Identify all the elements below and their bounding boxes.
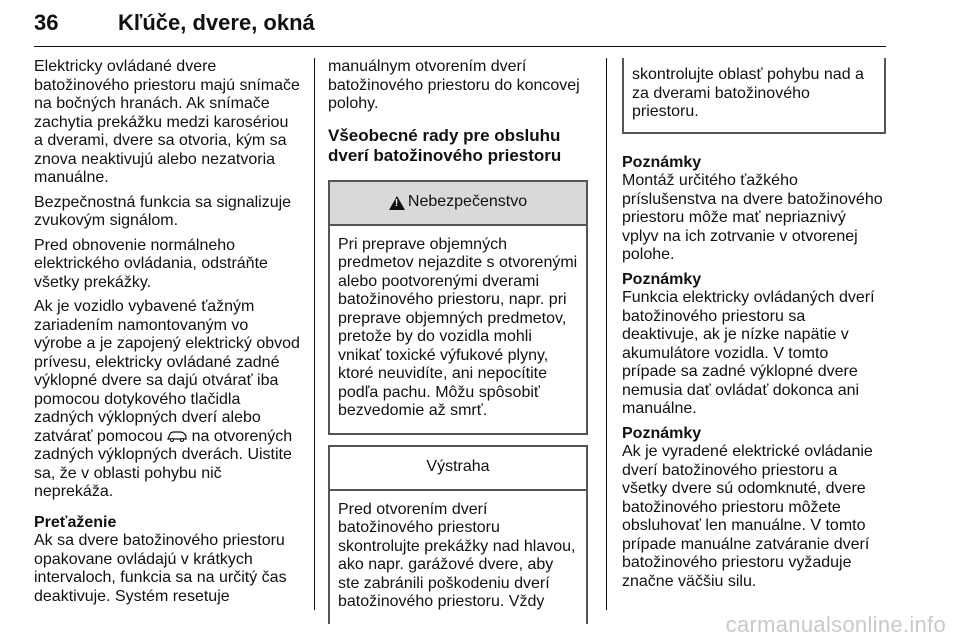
watermark: carmanualsonline.info	[725, 612, 946, 637]
paragraph-sensors: Elektricky ovládané dvere batožinového priestoru majú snímače na bočných hranách. Ak snímače zachytia prekážku medzi karosériou a dverami, dvere sa otvoria, kým sa znova neaktivujú alebo nezatvoria manuálne.	[34, 58, 300, 186]
warning-text: Pred otvorením dverí batožinového priestoru skontrolujte prekážky nad hlavou, ako napr. garážové dvere, aby ste zabránili poškodeniu dverí batožinového priestoru. Vždy	[338, 500, 576, 610]
tailgate-button-icon	[167, 430, 187, 442]
page-header	[34, 10, 886, 42]
note-2-title: Poznámky	[622, 270, 702, 288]
section-heading: Všeobecné rady pre obsluhu dverí batožinového priestoru	[328, 125, 562, 165]
warning-box-header	[330, 447, 586, 491]
header-rule	[34, 46, 886, 47]
warning-box-continued	[622, 58, 886, 134]
note-1-title: Poznámky	[622, 153, 702, 171]
danger-box	[328, 180, 588, 435]
chapter-title: Kľúče, dvere, okná	[118, 10, 315, 35]
note-3-title: Poznámky	[622, 424, 702, 442]
paragraph-obstacles: Pred obnovenie normálneho elektrického ovládania, odstráňte všetky prekážky.	[34, 236, 268, 291]
page-number: 36	[34, 10, 59, 35]
danger-title: Nebezpečenstvo	[407, 193, 528, 211]
column-2	[328, 58, 588, 624]
column-divider-1	[314, 58, 315, 610]
note-2-text: Funkcia elektricky ovládaných dverí batožinového priestoru sa deaktivuje, ak je nízke napätie v akumulátore vozidla. V tomto prípade sa zadné výklopné dvere nemusia dať ovládať dokonca ani manuálne.	[622, 289, 875, 417]
warning-continued-text: skontrolujte oblasť pohybu nad a za dverami batožinového priestoru.	[632, 66, 864, 120]
paragraph-continued: manuálnym otvorením dverí batožinového priestoru do koncovej polohy.	[328, 58, 580, 112]
warning-title: Výstraha	[426, 458, 490, 476]
danger-text: Pri preprave objemných predmetov nejazdite s otvorenými alebo pootvorenými dverami batožinového priestoru, napr. pri preprave objemných predmetov, pretože by do vozidla mohli vnikať toxické výfukové plyny, ktoré neuvidíte, ani nepocítite podľa pachu. Môžu spôsobiť bezvedomie až smrť.	[338, 235, 578, 419]
paragraph-towbar: Ak je vozidlo vybavené ťažným zariadením namontovaným vo výrobe a je zapojený elektrický obvod prívesu, elektricky ovládané zadné výklopné dvere sa dajú otvárať iba pomocou dotykového tlačidla zadných výklopných dverí alebo zatvárať pomocou na otvorených zadných výklopných dverách. Uistite sa, že v oblasti pohybu nič neprekáža.	[34, 298, 300, 500]
overload-title: Preťaženie	[34, 513, 117, 531]
note-3-text: Ak je vyradené elektrické ovládanie dverí batožinového priestoru a všetky dvere sú odomknuté, dvere batožinového priestoru môžete obsluhovať len manuálne. V tomto prípade manuálne zatváranie dverí batožinového priestoru vyžaduje značne väčšiu silu.	[622, 443, 873, 590]
column-1	[34, 58, 300, 612]
column-3	[622, 58, 886, 597]
warning-triangle-icon	[389, 196, 405, 210]
column-divider-2	[606, 58, 607, 610]
danger-box-header	[330, 182, 586, 226]
warning-box	[328, 445, 588, 624]
paragraph-signal: Bezpečnostná funkcia sa signalizuje zvukovým signálom.	[34, 193, 292, 229]
note-1-text: Montáž určitého ťažkého príslušenstva na dvere batožinového priestoru môže mať nepriaznivý vplyv na ich zotrvanie v otvorenej polohe.	[622, 172, 883, 263]
overload-text: Ak sa dvere batožinového priestoru opakovane ovládajú v krátkych intervaloch, funkcia sa na určitý čas deaktivuje. Systém resetuje	[34, 532, 287, 605]
